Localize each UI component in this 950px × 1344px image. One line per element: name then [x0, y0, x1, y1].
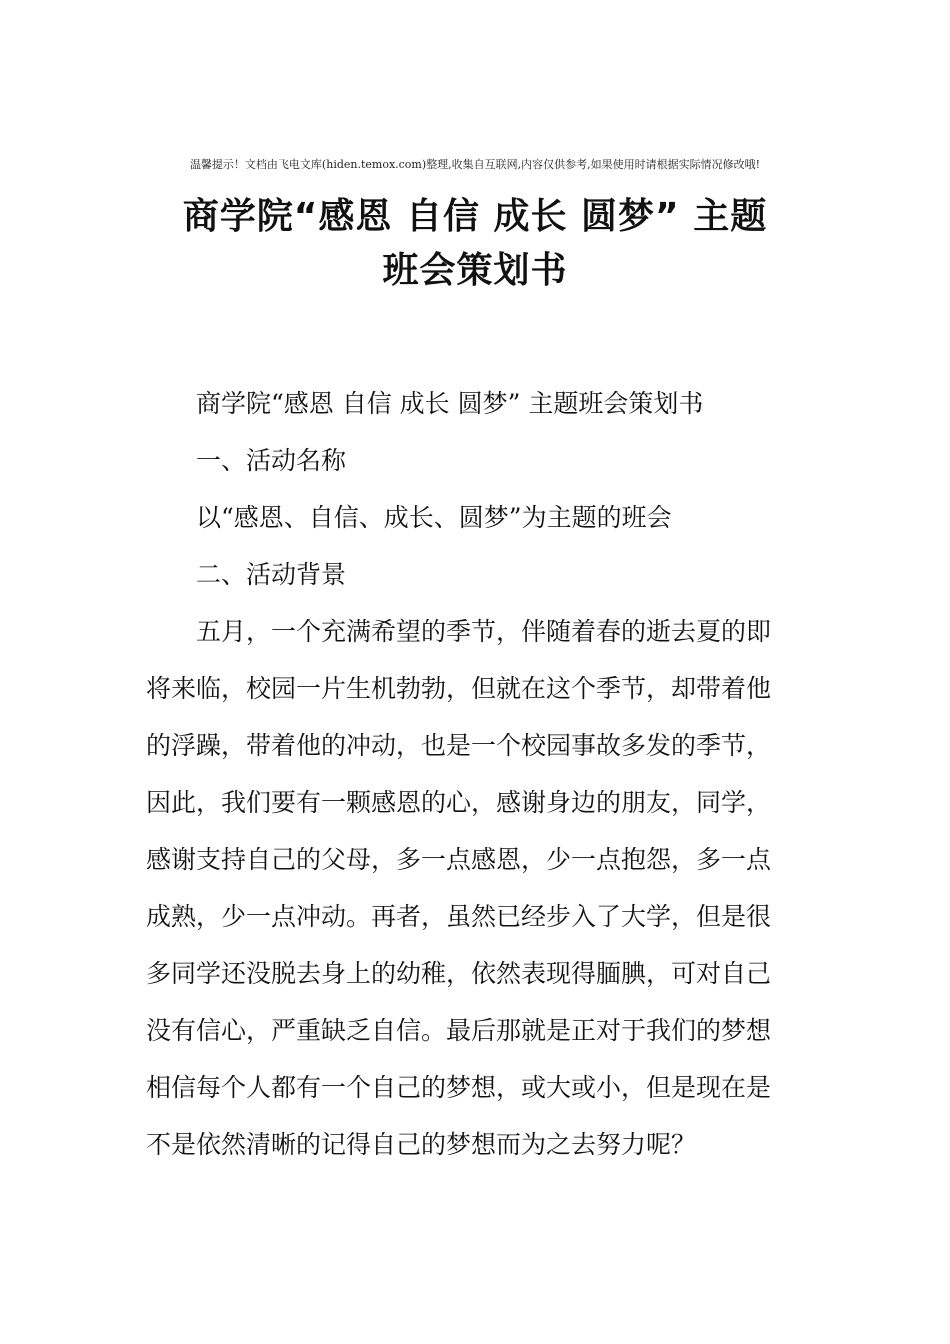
title-line-1: 商学院“感恩 自信 成长 圆梦” 主题 — [182, 196, 768, 237]
title-line-2: 班会策划书 — [382, 250, 568, 291]
document-body — [146, 375, 810, 1173]
paragraph-line: 成熟，少一点冲动。再者，虽然已经步入了大学，但是很 — [146, 902, 772, 931]
document-title — [140, 190, 810, 298]
paragraph-line: 相信每个人都有一个自己的梦想，或大或小，但是现在是 — [146, 1073, 772, 1102]
paragraph-line: 五月，一个充满希望的季节，伴随着春的逝去夏的即 — [196, 617, 772, 646]
section-2-heading: 二、活动背景 — [196, 560, 347, 589]
paragraph-line: 不是依然清晰的记得自己的梦想而为之去努力呢？ — [146, 1130, 697, 1159]
paragraph-line: 因此，我们要有一颗感恩的心，感谢身边的朋友，同学， — [146, 788, 772, 817]
paragraph-line: 没有信心，严重缺乏自信。最后那就是正对于我们的梦想 — [146, 1016, 772, 1045]
header-notice: 温馨提示！文档由飞电文库(hiden.temox.com)整理,收集自互联网,内容仅供参考,如果使用时请根据实际情况修改哦! — [189, 158, 761, 171]
paragraph-line: 多同学还没脱去身上的幼稚，依然表现得腼腆，可对自己 — [146, 959, 772, 988]
section-1-text: 以“感恩、自信、成长、圆梦”为主题的班会 — [196, 503, 672, 532]
paragraph-line: 感谢支持自己的父母，多一点感恩，少一点抱怨，多一点 — [146, 845, 772, 874]
paragraph-line: 的浮躁，带着他的冲动，也是一个校园事故多发的季节， — [146, 731, 772, 760]
paragraph-line: 将来临，校园一片生机勃勃，但就在这个季节，却带着他 — [146, 674, 772, 703]
body-subtitle: 商学院“感恩 自信 成长 圆梦” 主题班会策划书 — [196, 389, 704, 418]
section-1-heading: 一、活动名称 — [196, 446, 347, 475]
section-2-paragraph — [146, 603, 810, 1173]
